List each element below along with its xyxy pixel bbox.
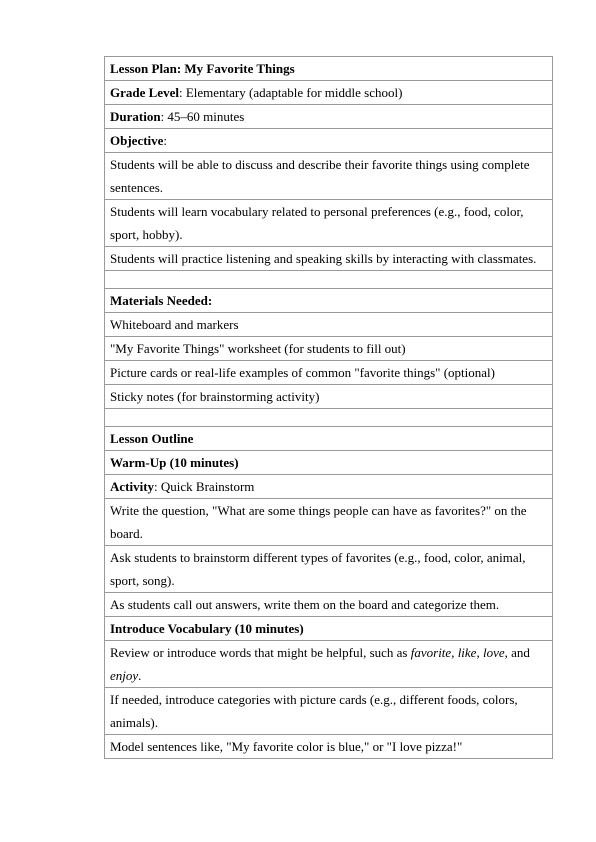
- materials-heading: Materials Needed:: [105, 289, 553, 313]
- vocab-word: enjoy: [110, 668, 139, 683]
- warmup-step: As students call out answers, write them on the board and categorize them.: [105, 593, 553, 617]
- warmup-heading: Warm-Up (10 minutes): [105, 451, 553, 475]
- activity-value: : Quick Brainstorm: [154, 479, 255, 494]
- table-row: [105, 593, 553, 617]
- grade-level-value: : Elementary (adaptable for middle school): [178, 85, 403, 100]
- material-item: "My Favorite Things" worksheet (for students to fill out): [105, 337, 553, 361]
- table-row: [105, 105, 553, 129]
- warmup-step: Write the question, "What are some things people can have as favorites?" on the board.: [105, 499, 553, 546]
- duration-label: Duration: [110, 109, 161, 124]
- objective-colon: :: [163, 133, 168, 148]
- vocab-end: .: [138, 668, 142, 683]
- vocab-heading: Introduce Vocabulary (10 minutes): [105, 617, 553, 641]
- objective-item: Students will be able to discuss and describe their favorite things using complete sentences.: [105, 153, 553, 200]
- vocab-word: love: [482, 645, 505, 660]
- grade-level-cell: [105, 81, 553, 105]
- lesson-plan-table: [104, 56, 553, 759]
- vocab-step: If needed, introduce categories with picture cards (e.g., different foods, colors, animals).: [105, 688, 553, 735]
- vocab-separator: , and: [504, 645, 530, 660]
- table-row-empty: [105, 409, 553, 427]
- table-row: [105, 641, 553, 688]
- table-row: [105, 617, 553, 641]
- objective-cell: [105, 129, 553, 153]
- table-row-empty: [105, 271, 553, 289]
- table-row: [105, 385, 553, 409]
- table-row: [105, 81, 553, 105]
- material-item: Picture cards or real-life examples of common "favorite things" (optional): [105, 361, 553, 385]
- table-row: [105, 735, 553, 759]
- activity-cell: [105, 475, 553, 499]
- material-item: Whiteboard and markers: [105, 313, 553, 337]
- vocab-step: Model sentences like, "My favorite color is blue," or "I love pizza!": [105, 735, 553, 759]
- table-row: [105, 451, 553, 475]
- duration-cell: [105, 105, 553, 129]
- activity-label: Activity: [110, 479, 155, 494]
- table-row: [105, 688, 553, 735]
- empty-cell: [105, 409, 553, 427]
- outline-heading: Lesson Outline: [105, 427, 553, 451]
- table-row: [105, 247, 553, 271]
- vocab-word: favorite: [410, 645, 452, 660]
- vocab-word: like: [457, 645, 477, 660]
- table-row: [105, 499, 553, 546]
- duration-value: : 45–60 minutes: [160, 109, 245, 124]
- vocab-separator: ,: [476, 645, 483, 660]
- objective-label: Objective: [110, 133, 164, 148]
- grade-level-label: Grade Level: [110, 85, 179, 100]
- table-row: [105, 427, 553, 451]
- objective-item: Students will learn vocabulary related to personal preferences (e.g., food, color, sport, hobby).: [105, 200, 553, 247]
- warmup-step: Ask students to brainstorm different types of favorites (e.g., food, color, animal, sport, song).: [105, 546, 553, 593]
- table-row: [105, 337, 553, 361]
- table-row: [105, 313, 553, 337]
- table-row: [105, 129, 553, 153]
- objective-item: Students will practice listening and speaking skills by interacting with classmates.: [105, 247, 553, 271]
- lesson-title: Lesson Plan: My Favorite Things: [105, 57, 553, 81]
- table-row: [105, 289, 553, 313]
- material-item: Sticky notes (for brainstorming activity): [105, 385, 553, 409]
- table-row: [105, 200, 553, 247]
- vocab-intro-text: Review or introduce words that might be helpful, such as: [110, 645, 411, 660]
- table-row: [105, 475, 553, 499]
- table-row: [105, 546, 553, 593]
- table-row: [105, 361, 553, 385]
- vocab-separator: ,: [451, 645, 458, 660]
- vocab-intro-cell: [105, 641, 553, 688]
- table-row: [105, 57, 553, 81]
- table-row: [105, 153, 553, 200]
- empty-cell: [105, 271, 553, 289]
